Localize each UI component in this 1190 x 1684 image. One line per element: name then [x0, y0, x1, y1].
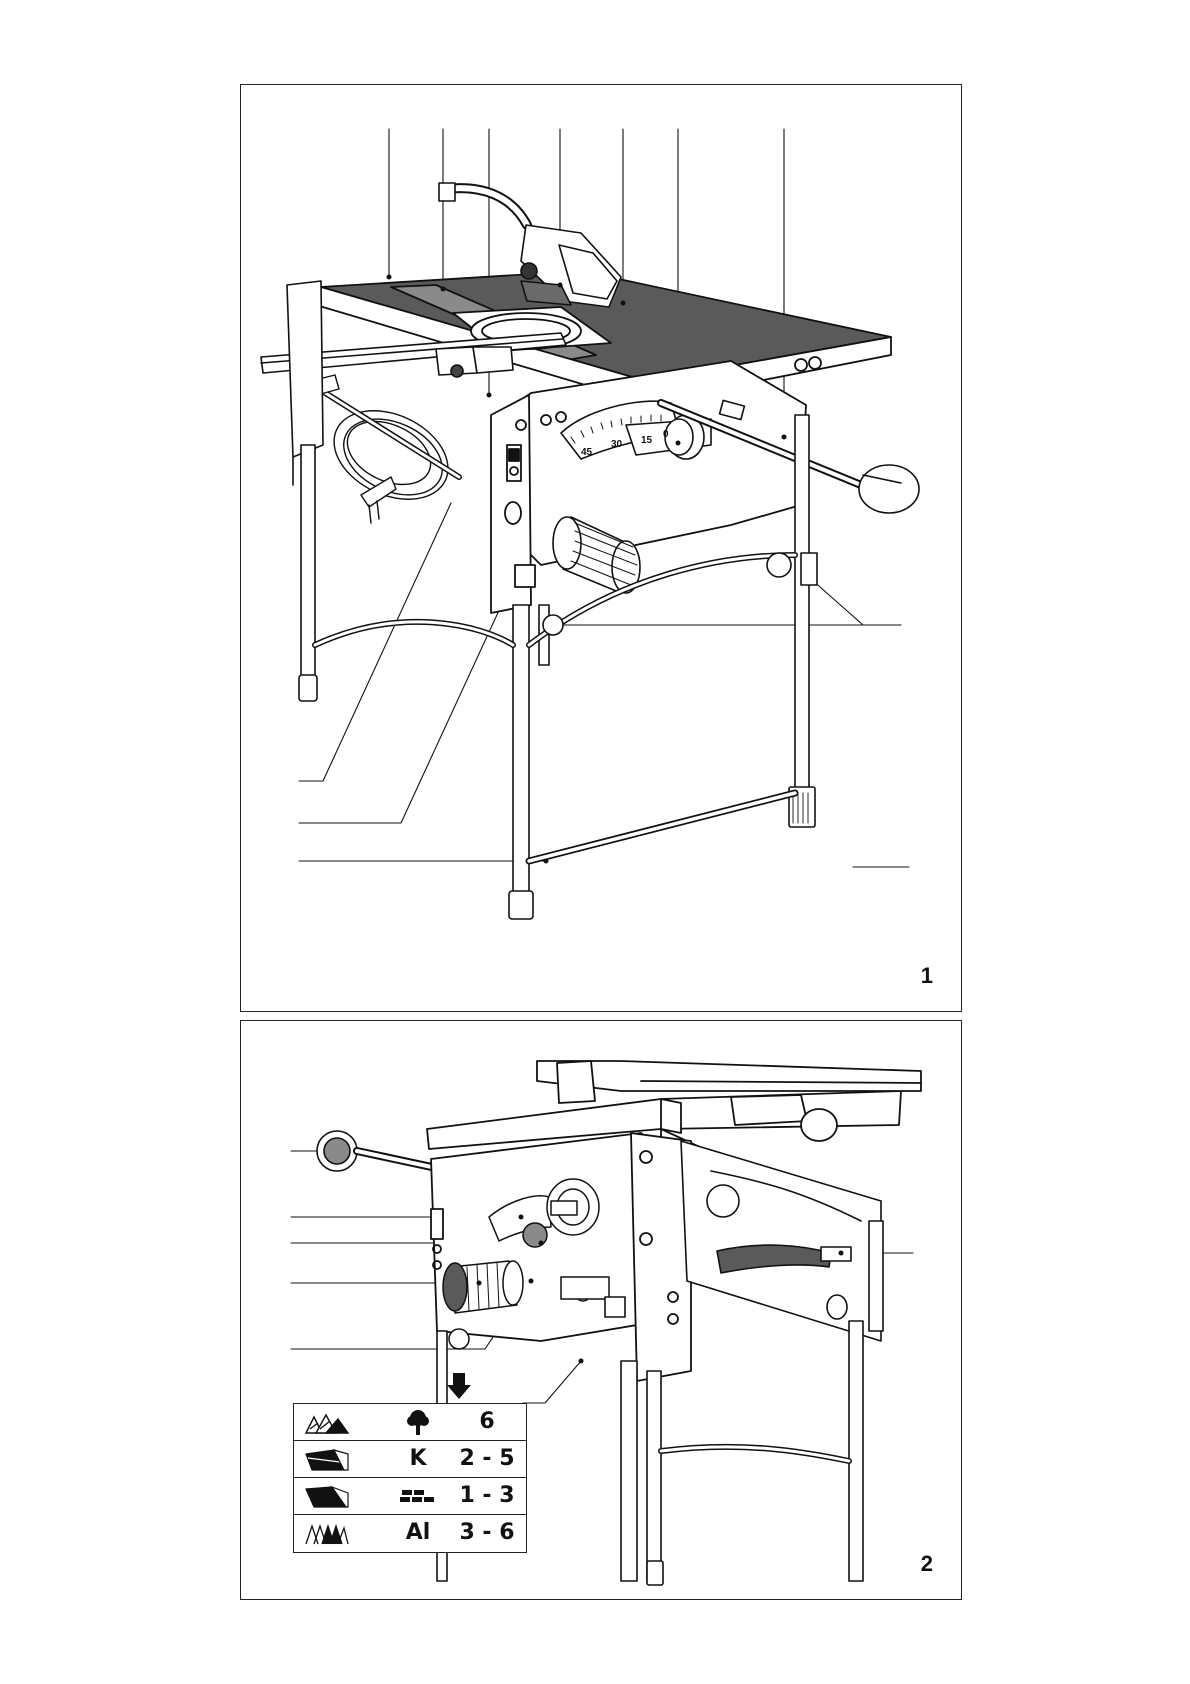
- speed-selection-table: [293, 1403, 527, 1553]
- table-saw-front-illustration: [241, 85, 962, 1012]
- tree-icon: [398, 1408, 438, 1436]
- figure-number-2: 2: [920, 1551, 933, 1576]
- plastic-sheet-icon: [304, 1448, 350, 1472]
- speed-row-solid-wood: [294, 1404, 526, 1441]
- scale-label-30: 30: [611, 439, 623, 450]
- figure-1-panel: [240, 84, 962, 1012]
- speed-row-aluminium: [294, 1515, 526, 1552]
- aluminium-profile-icon: [304, 1522, 350, 1546]
- scale-label-0: 0: [663, 429, 669, 440]
- figure-number-1: 1: [920, 963, 933, 988]
- solid-wood-icon: [304, 1411, 350, 1435]
- speed-value-aluminium: 3 - 6: [459, 1520, 515, 1545]
- saw-housing-rear: [431, 1133, 691, 1381]
- scale-label-15: 15: [641, 435, 653, 446]
- speed-row-board: [294, 1478, 526, 1515]
- right-stand-frame: [681, 1141, 883, 1341]
- speed-value-board: 1 - 3: [459, 1483, 515, 1508]
- down-arrow-icon: [447, 1373, 471, 1399]
- power-cable-holder: [311, 375, 462, 523]
- figure-2-panel: [240, 1020, 962, 1600]
- brick-icon: [398, 1482, 438, 1510]
- speed-value-plastic: 2 - 5: [459, 1446, 515, 1471]
- board-stack-icon: [304, 1485, 350, 1509]
- plastic-symbol: K: [409, 1446, 427, 1471]
- speed-value-solid-wood: 6: [479, 1409, 495, 1434]
- scale-label-45: 45: [581, 447, 593, 458]
- aluminium-symbol: Al: [405, 1520, 431, 1545]
- speed-row-plastic: [294, 1441, 526, 1478]
